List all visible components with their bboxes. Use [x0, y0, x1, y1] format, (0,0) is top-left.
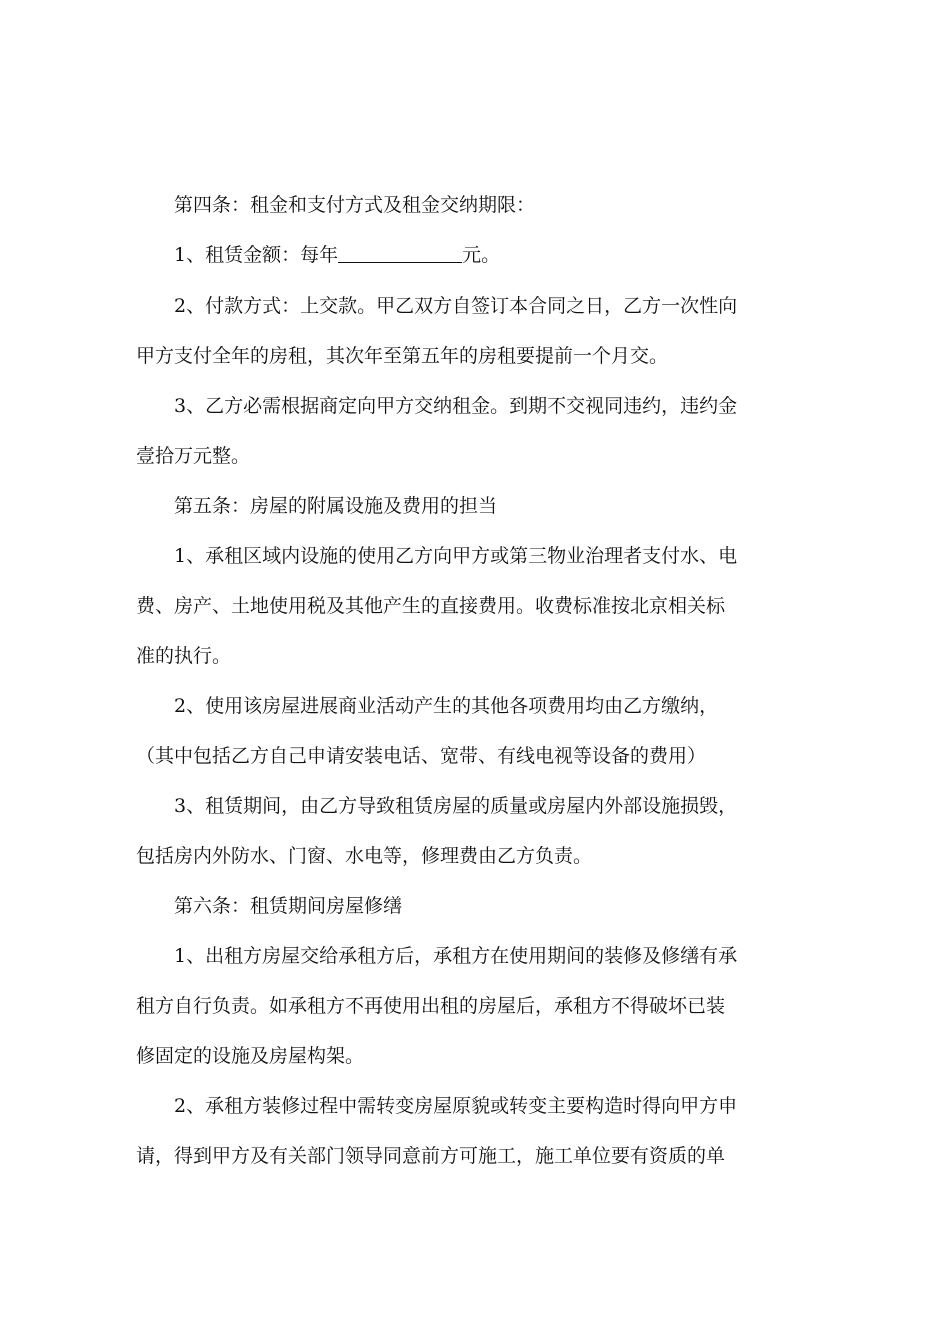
article4-item3-line2: 壹拾万元整。 [136, 445, 251, 467]
article5-item2-line2: （其中包括乙方自己申请安装电话、宽带、有线电视等设备的费用） [136, 745, 707, 767]
article4-item2-line1: 2、付款方式：上交款。甲乙双方自签订本合同之日，乙方一次性向 [174, 295, 738, 317]
article6-item1-line1: 1、出租方房屋交给承租方后，承租方在使用期间的装修及修缮有承 [174, 945, 738, 967]
article6-item1-line2: 租方自行负责。如承租方不再使用出租的房屋后，承租方不得破坏已装 [136, 995, 726, 1017]
article5-item2-line1: 2、使用该房屋进展商业活动产生的其他各项费用均由乙方缴纳， [174, 695, 719, 717]
rent-amount-label: 1、租赁金额：每年 [174, 244, 339, 266]
article6-heading: 第六条：租赁期间房屋修缮 [174, 895, 403, 917]
article6-item2-line2: 请，得到甲方及有关部门领导同意前方可施工，施工单位要有资质的单 [136, 1145, 726, 1167]
rent-amount-blank [338, 240, 462, 263]
article6-item1-line3: 修固定的设施及房屋构架。 [136, 1045, 365, 1067]
article5-heading: 第五条：房屋的附属设施及费用的担当 [174, 495, 498, 517]
article5-item1-line3: 准的执行。 [136, 645, 232, 667]
article4-heading: 第四条：租金和支付方式及租金交纳期限： [174, 194, 536, 216]
article5-item1-line2: 费、房产、土地使用税及其他产生的直接费用。收费标准按北京相关标 [136, 595, 726, 617]
article4-item1 [174, 235, 950, 275]
article5-item1-line1: 1、承租区域内设施的使用乙方向甲方或第三物业治理者支付水、电 [174, 545, 738, 567]
article4-item2-line2: 甲方支付全年的房租，其次年至第五年的房租要提前一个月交。 [136, 345, 669, 367]
article6-item2-line1: 2、承租方装修过程中需转变房屋原貌或转变主要构造时得向甲方申 [174, 1095, 738, 1117]
rent-amount-unit: 元。 [462, 244, 501, 266]
article4-item3-line1: 3、乙方必需根据商定向甲方交纳租金。到期不交视同违约，违约金 [174, 395, 738, 417]
article5-item3-line2: 包括房内外防水、门窗、水电等，修理费由乙方负责。 [136, 845, 593, 867]
article5-item3-line1: 3、租赁期间，由乙方导致租赁房屋的质量或房屋内外部设施损毁， [174, 795, 738, 817]
